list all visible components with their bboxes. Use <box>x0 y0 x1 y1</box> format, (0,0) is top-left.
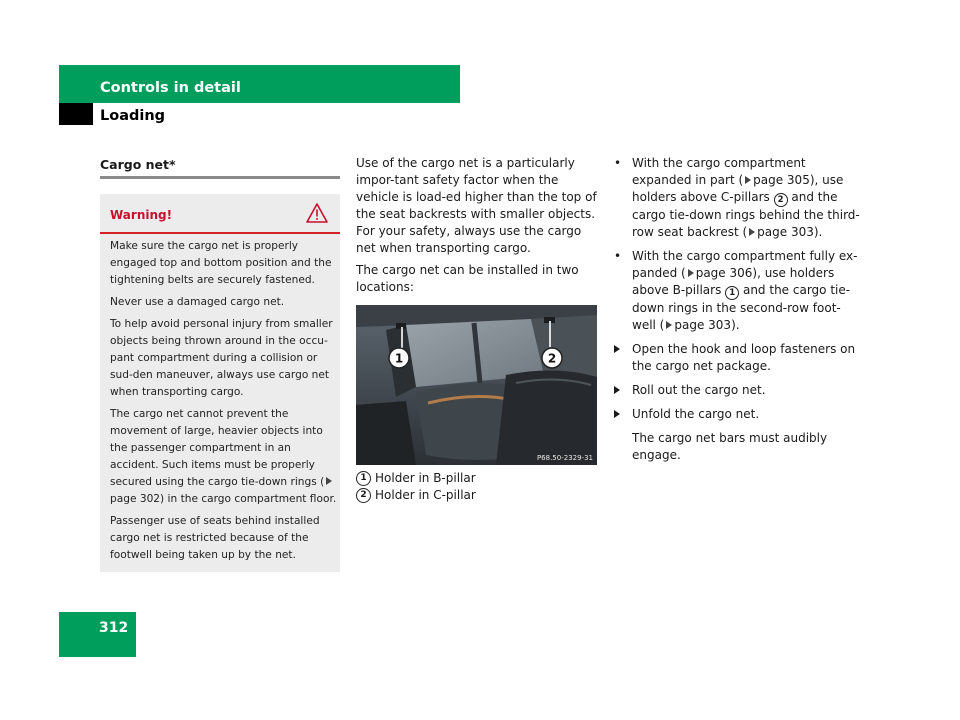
page-ref-arrow-icon <box>745 176 751 184</box>
header-marker <box>59 103 93 125</box>
bullet-text: page 303). <box>674 318 740 332</box>
warning-rule <box>100 232 340 234</box>
bullet-item <box>614 248 864 334</box>
bullet-text: With the cargo compartment expanded in part ( <box>632 156 806 187</box>
bullet-text: page 306), use holders above B-pillars <box>632 266 835 297</box>
bullet-icon: • <box>614 249 622 263</box>
bullet-icon: • <box>614 156 622 170</box>
page-ref-arrow-icon <box>688 269 694 277</box>
heading-rule <box>100 176 340 179</box>
step-text: Unfold the cargo net. <box>632 407 760 421</box>
warning-paragraph: To help avoid personal injury from smaller objects being thrown around in the occu-pant compartment during a collision or sud-den maneuver, always use cargo net when transporting cargo. <box>110 318 333 398</box>
legend-text: Holder in C-pillar <box>375 488 476 502</box>
warning-triangle-icon <box>306 203 328 223</box>
legend-item <box>356 487 604 504</box>
section-title: Loading <box>100 108 166 124</box>
legend-item <box>356 470 604 487</box>
legend-number: 1 <box>356 471 371 486</box>
inline-number: 1 <box>725 286 739 300</box>
warning-box <box>100 194 340 572</box>
page-ref-arrow-icon <box>666 321 672 329</box>
warning-paragraph <box>110 406 338 508</box>
warning-paragraph: Never use a damaged cargo net. <box>110 296 285 308</box>
callout-1-label: 1 <box>394 351 404 366</box>
warning-text: page 302) in the cargo compartment floor. <box>110 493 337 505</box>
step-item <box>614 341 864 375</box>
cargo-net-heading: Cargo net* <box>100 157 176 172</box>
legend-text: Holder in B-pillar <box>375 471 476 485</box>
bullet-text: With the cargo compartment fully ex-panded ( <box>632 249 858 280</box>
bullet-text: page 305), use holders above C-pillars <box>632 173 844 204</box>
step-item <box>614 382 864 399</box>
body-paragraph: Use of the cargo net is a particularly impor-tant safety factor when the vehicle is load-ed higher than the top of the seat backrests with smaller objects. For your safety, always use the cargo net when transporting cargo. <box>356 156 597 255</box>
step-note: The cargo net bars must audibly engage. <box>632 431 828 462</box>
cargo-net-holders-photo <box>356 305 597 465</box>
inline-number: 2 <box>774 193 788 207</box>
warning-label: Warning! <box>110 208 173 222</box>
middle-column <box>356 155 604 301</box>
warning-text: The cargo net cannot prevent the movement of large, heavier objects into the passenger compartment in an accident. Such items must be properly secured using the cargo tie-down rings ( <box>110 408 325 488</box>
b-pillar-holder <box>396 323 406 329</box>
page-number: 312 <box>99 620 129 636</box>
step-arrow-icon <box>614 382 626 399</box>
step-arrow-icon <box>614 406 626 423</box>
step-text: Roll out the cargo net. <box>632 383 766 397</box>
right-column <box>614 155 864 464</box>
body-paragraph: The cargo net can be installed in two locations: <box>356 263 579 294</box>
warning-paragraph: Make sure the cargo net is properly engaged top and bottom position and the tightening belts are securely fastened. <box>110 240 332 286</box>
warning-body <box>110 238 338 569</box>
legend-number: 2 <box>356 488 371 503</box>
bullet-text: page 303). <box>757 225 823 239</box>
step-item <box>614 406 864 423</box>
step-arrow-icon <box>614 341 626 358</box>
step-text: Open the hook and loop fasteners on the cargo net package. <box>632 342 856 373</box>
chapter-title: Controls in detail <box>100 80 241 96</box>
figure-legend <box>356 470 604 504</box>
warning-paragraph: Passenger use of seats behind installed cargo net is restricted because of the footwell being taken up by the net. <box>110 515 320 561</box>
callout-2-label: 2 <box>547 351 557 366</box>
bullet-text: and the cargo tie-down rings behind the third-row seat backrest ( <box>632 190 860 239</box>
bullet-text: and the cargo tie-down rings in the second-row foot-well ( <box>632 283 851 332</box>
bullet-item <box>614 155 864 241</box>
figure-code: P68.50-2329-31 <box>536 454 593 462</box>
page-ref-arrow-icon <box>326 477 332 485</box>
page-ref-arrow-icon <box>749 228 755 236</box>
